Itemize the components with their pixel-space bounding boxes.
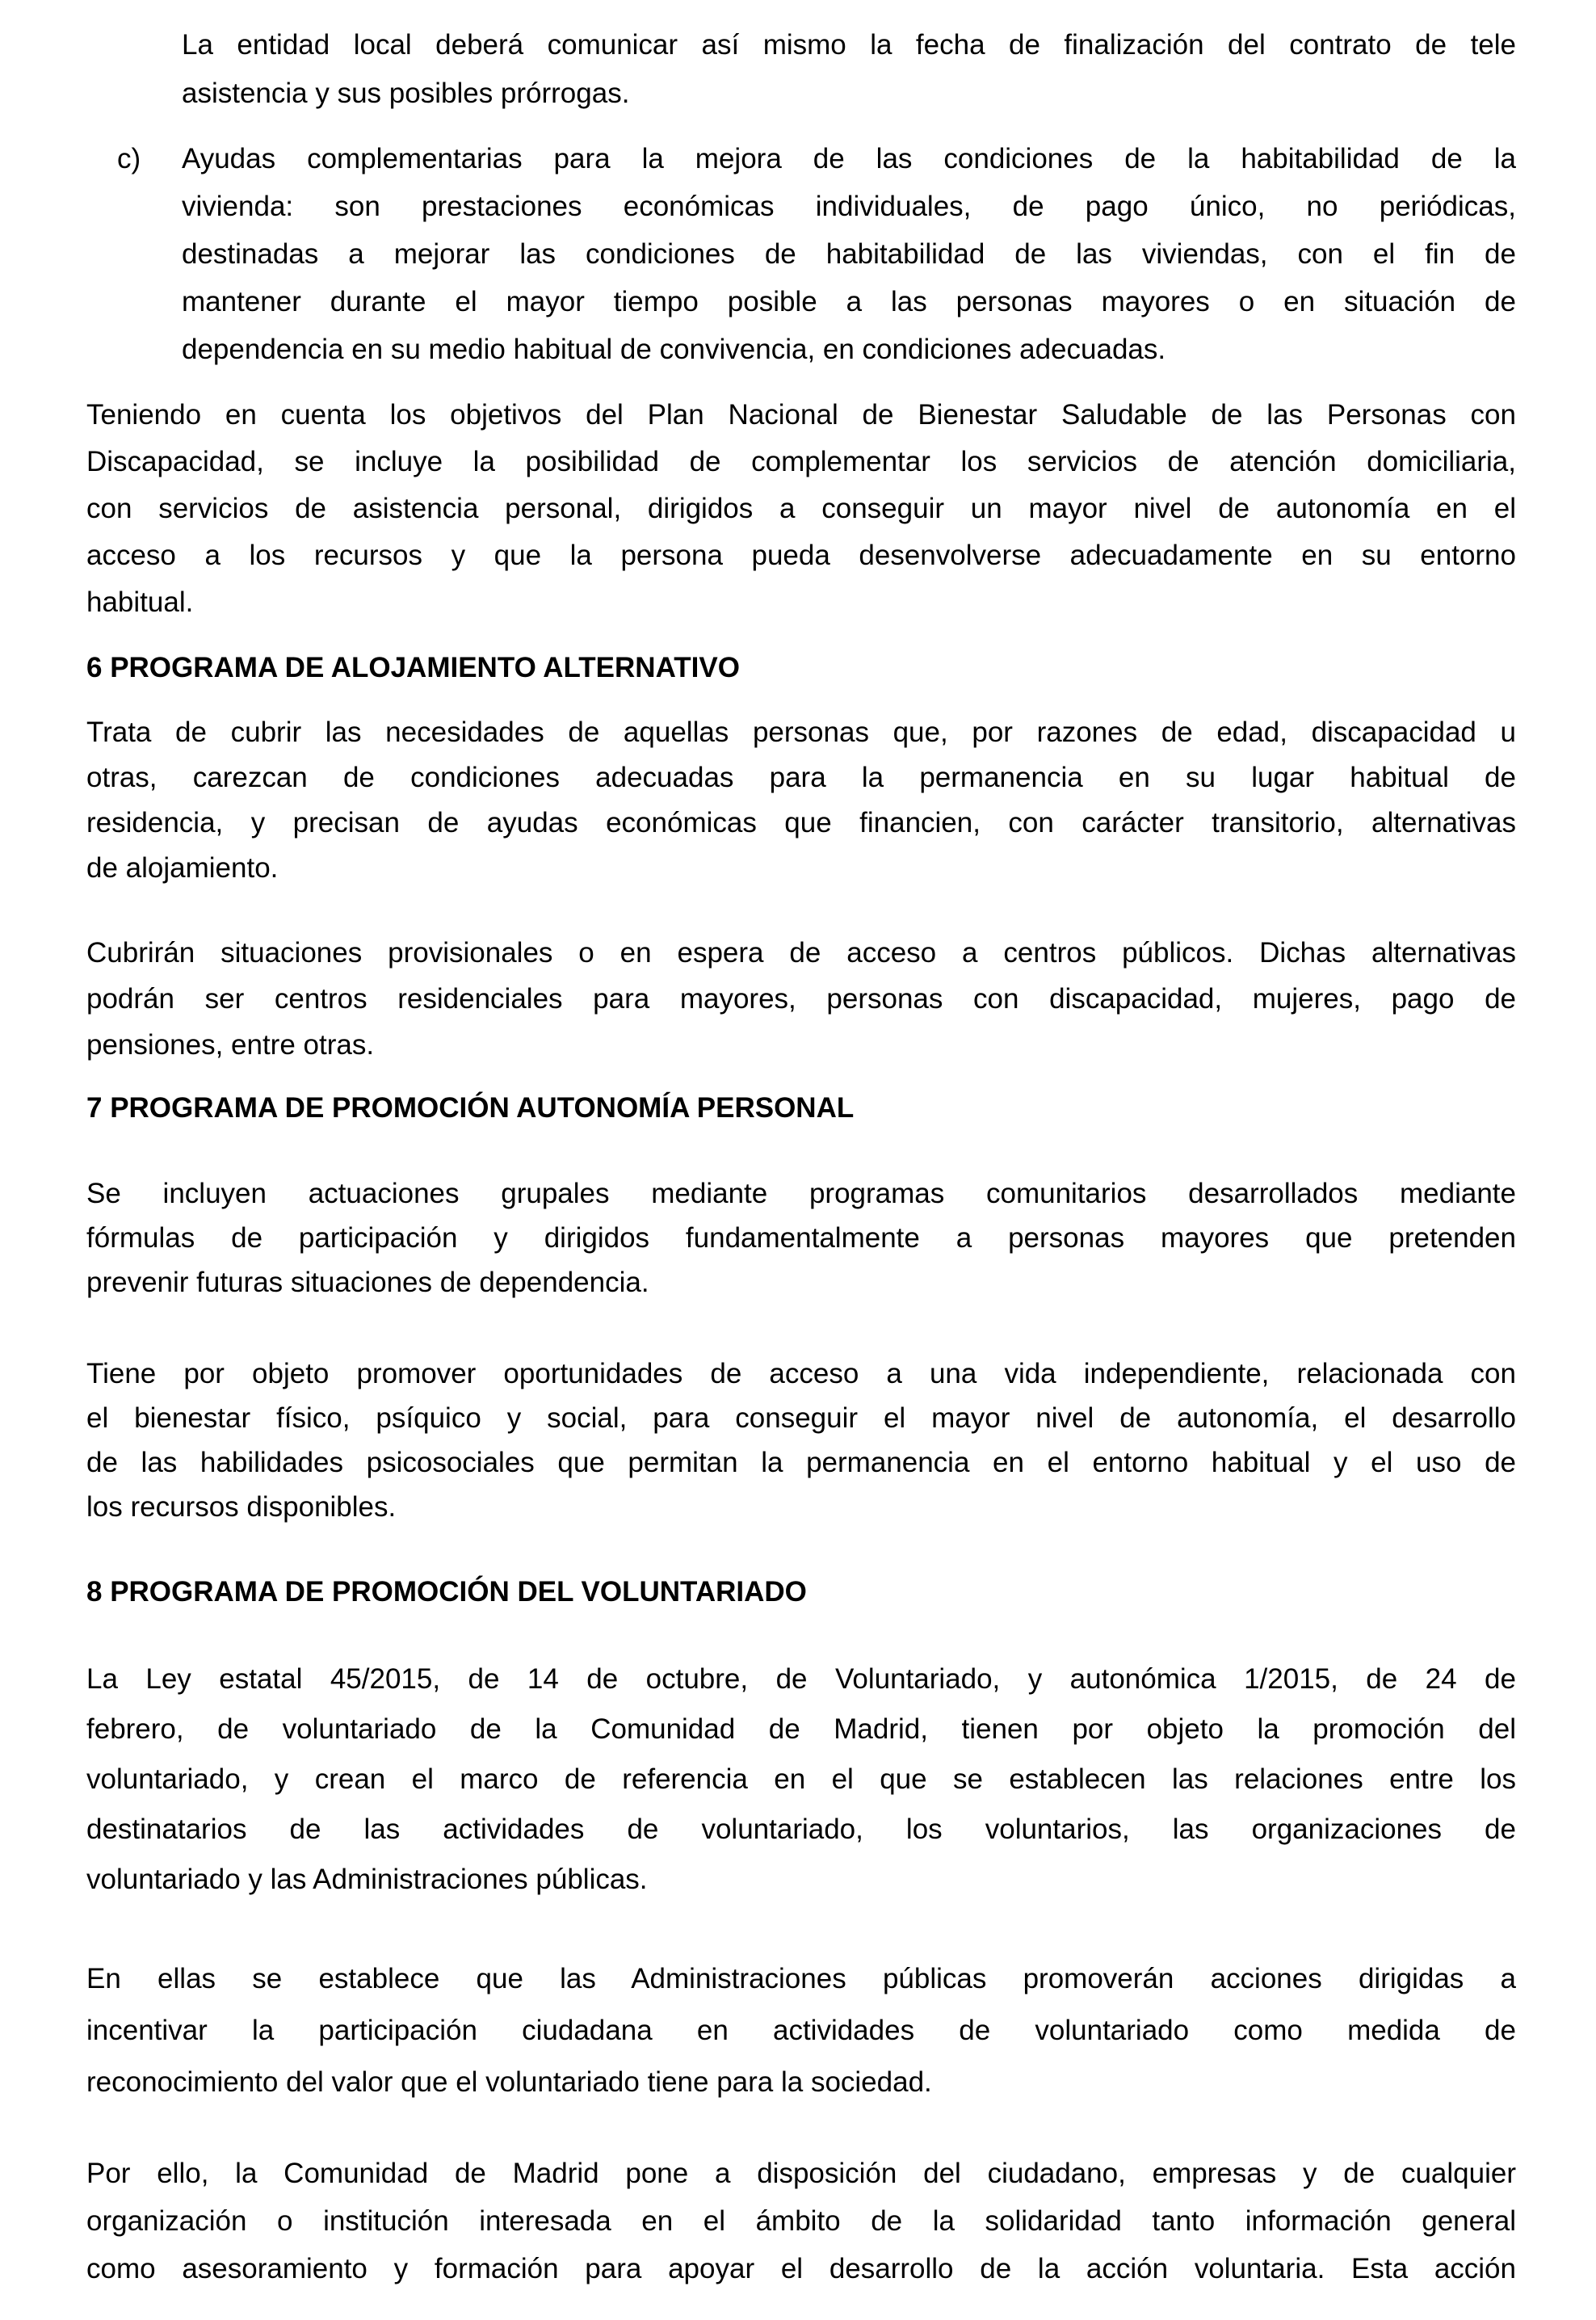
text-line: pensiones, entre otras.: [86, 1029, 375, 1061]
text-line: mantener durante el mayor tiempo posible a las personas mayores o en situación de: [182, 286, 1516, 317]
section-heading: [86, 1569, 1516, 1616]
text-line: voluntariado, y crean el marco de referencia en el que se establecen las relaciones entre los: [86, 1763, 1516, 1795]
paragraph: [86, 1654, 1516, 1905]
list-item: [117, 135, 1516, 373]
section-heading: [86, 1085, 1516, 1132]
paragraph: [86, 392, 1516, 626]
paragraph: [86, 1171, 1516, 1305]
paragraph: [86, 710, 1516, 891]
paragraph: [86, 1351, 1516, 1529]
text-line: podrán ser centros residenciales para mayores, personas con discapacidad, mujeres, pago de: [86, 983, 1516, 1015]
text-line: Cubrirán situaciones provisionales o en espera de acceso a centros públicos. Dichas alternativas: [86, 937, 1516, 969]
text-line: Por ello, la Comunidad de Madrid pone a disposición del ciudadano, empresas y de cualquier: [86, 2158, 1516, 2189]
text-line: La Ley estatal 45/2015, de 14 de octubre, de Voluntariado, y autonómica 1/2015, de 24 de: [86, 1663, 1516, 1695]
text-line: como asesoramiento y formación para apoyar el desarrollo de la acción voluntaria. Esta acción: [86, 2253, 1516, 2284]
text-line: organización o institución interesada en el ámbito de la solidaridad tanto información general: [86, 2205, 1516, 2237]
text-line: los recursos disponibles.: [86, 1491, 397, 1523]
text-line: fórmulas de participación y dirigidos fundamentalmente a personas mayores que pretenden: [86, 1222, 1516, 1254]
text-line: el bienestar físico, psíquico y social, para conseguir el mayor nivel de autonomía, el desarrollo: [86, 1402, 1516, 1434]
text-line: reconocimiento del valor que el voluntariado tiene para la sociedad.: [86, 2066, 932, 2098]
text-line: Teniendo en cuenta los objetivos del Plan Nacional de Bienestar Saludable de las Personas con: [86, 399, 1516, 431]
text-line: voluntariado y las Administraciones públicas.: [86, 1864, 648, 1895]
paragraph: [86, 2150, 1516, 2293]
text-line: Trata de cubrir las necesidades de aquellas personas que, por razones de edad, discapacidad u: [86, 717, 1516, 748]
text-line: residencia, y precisan de ayudas económicas que financien, con carácter transitorio, alternativas: [86, 807, 1516, 838]
text-line: otras, carezcan de condiciones adecuadas para la permanencia en su lugar habitual de: [86, 762, 1516, 793]
text-line: febrero, de voluntariado de la Comunidad de Madrid, tienen por objeto la promoción del: [86, 1713, 1516, 1745]
text-line: Ayudas complementarias para la mejora de las condiciones de la habitabilidad de la: [182, 143, 1516, 174]
text-line: vivienda: son prestaciones económicas individuales, de pago único, no periódicas,: [182, 191, 1516, 222]
list-marker: c): [117, 143, 141, 174]
section-heading: [86, 645, 1516, 691]
text-line: acceso a los recursos y que la persona pueda desenvolverse adecuadamente en su entorno: [86, 540, 1516, 571]
paragraph: [182, 21, 1516, 118]
paragraph: [86, 1953, 1516, 2108]
text-line: asistencia y sus posibles prórrogas.: [182, 78, 630, 109]
text-line: con servicios de asistencia personal, dirigidos a conseguir un mayor nivel de autonomía en el: [86, 493, 1516, 524]
text-line: Se incluyen actuaciones grupales mediante programas comunitarios desarrollados mediante: [86, 1178, 1516, 1209]
text-line: de alojamiento.: [86, 852, 279, 884]
text-line: Tiene por objeto promover oportunidades de acceso a una vida independiente, relacionada con: [86, 1358, 1516, 1389]
text-line: La entidad local deberá comunicar así mismo la fecha de finalización del contrato de tele: [182, 29, 1516, 61]
text-line: prevenir futuras situaciones de dependencia.: [86, 1267, 649, 1298]
text-line: Discapacidad, se incluye la posibilidad de complementar los servicios de atención domiciliaria,: [86, 446, 1516, 477]
text-line: 6 PROGRAMA DE ALOJAMIENTO ALTERNATIVO: [86, 652, 740, 683]
text-line: dependencia en su medio habitual de convivencia, en condiciones adecuadas.: [182, 334, 1166, 365]
text-line: de las habilidades psicosociales que permitan la permanencia en el entorno habitual y el uso de: [86, 1447, 1516, 1478]
text-line: En ellas se establece que las Administraciones públicas promoverán acciones dirigidas a: [86, 1963, 1516, 1994]
text-line: incentivar la participación ciudadana en actividades de voluntariado como medida de: [86, 2015, 1516, 2046]
text-line: destinadas a mejorar las condiciones de habitabilidad de las viviendas, con el fin de: [182, 238, 1516, 270]
paragraph: [86, 930, 1516, 1068]
text-line: 8 PROGRAMA DE PROMOCIÓN DEL VOLUNTARIADO: [86, 1576, 807, 1608]
text-line: habitual.: [86, 586, 194, 618]
text-line: 7 PROGRAMA DE PROMOCIÓN AUTONOMÍA PERSONAL: [86, 1092, 855, 1124]
text-line: destinatarios de las actividades de voluntariado, los voluntarios, las organizaciones de: [86, 1814, 1516, 1845]
